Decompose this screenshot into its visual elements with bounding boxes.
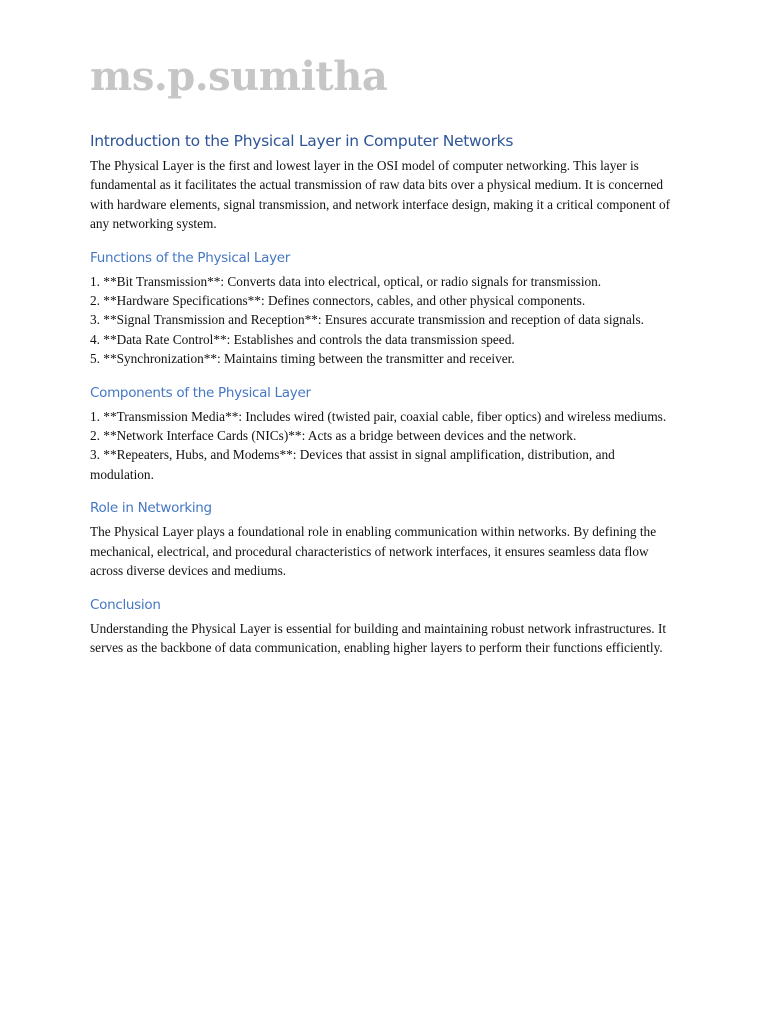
list-item: 3. **Repeaters, Hubs, and Modems**: Devices that assist in signal amplification, distribution, and modulation. [90,447,615,482]
list-item: 2. **Hardware Specifications**: Defines connectors, cables, and other physical components. [90,293,586,309]
list-item: 3. **Signal Transmission and Reception**: Ensures accurate transmission and reception of data signals. [90,312,644,328]
intro-paragraph: The Physical Layer is the first and lowest layer in the OSI model of computer networking. This layer is fundamental as it facilitates the actual transmission of raw data bits over a physical medium. It is concerned with hardware elements, signal transmission, and network interface design, making it a critical component of any networking system. [90,158,671,232]
list-item: 2. **Network Interface Cards (NICs)**: Acts as a bridge between devices and the network. [90,428,577,444]
document-title: Introduction to the Physical Layer in Computer Networks [90,132,514,150]
functions-list [90,272,680,369]
list-item: 4. **Data Rate Control**: Establishes and controls the data transmission speed. [90,331,515,347]
document-page [90,50,680,657]
list-item: 5. **Synchronization**: Maintains timing between the transmitter and receiver. [90,351,515,367]
author-name: ms.p.sumitha [90,53,388,100]
components-heading: Components of the Physical Layer [90,384,311,401]
list-item: 1. **Transmission Media**: Includes wired (twisted pair, coaxial cable, fiber optics) and wireless mediums. [90,408,667,424]
role-heading: Role in Networking [90,500,212,517]
conclusion-paragraph: Understanding the Physical Layer is essential for building and maintaining robust network infrastructures. It serves as the backbone of data communication, enabling higher layers to perform their functions efficiently. [90,620,667,655]
list-item: 1. **Bit Transmission**: Converts data into electrical, optical, or radio signals for transmission. [90,273,602,289]
components-list [90,407,680,485]
functions-heading: Functions of the Physical Layer [90,249,291,266]
role-paragraph: The Physical Layer plays a foundational role in enabling communication within networks. By defining the mechanical, electrical, and procedural characteristics of network interfaces, it ensures seamless data flow across diverse devices and mediums. [90,524,657,579]
conclusion-heading: Conclusion [90,596,161,613]
